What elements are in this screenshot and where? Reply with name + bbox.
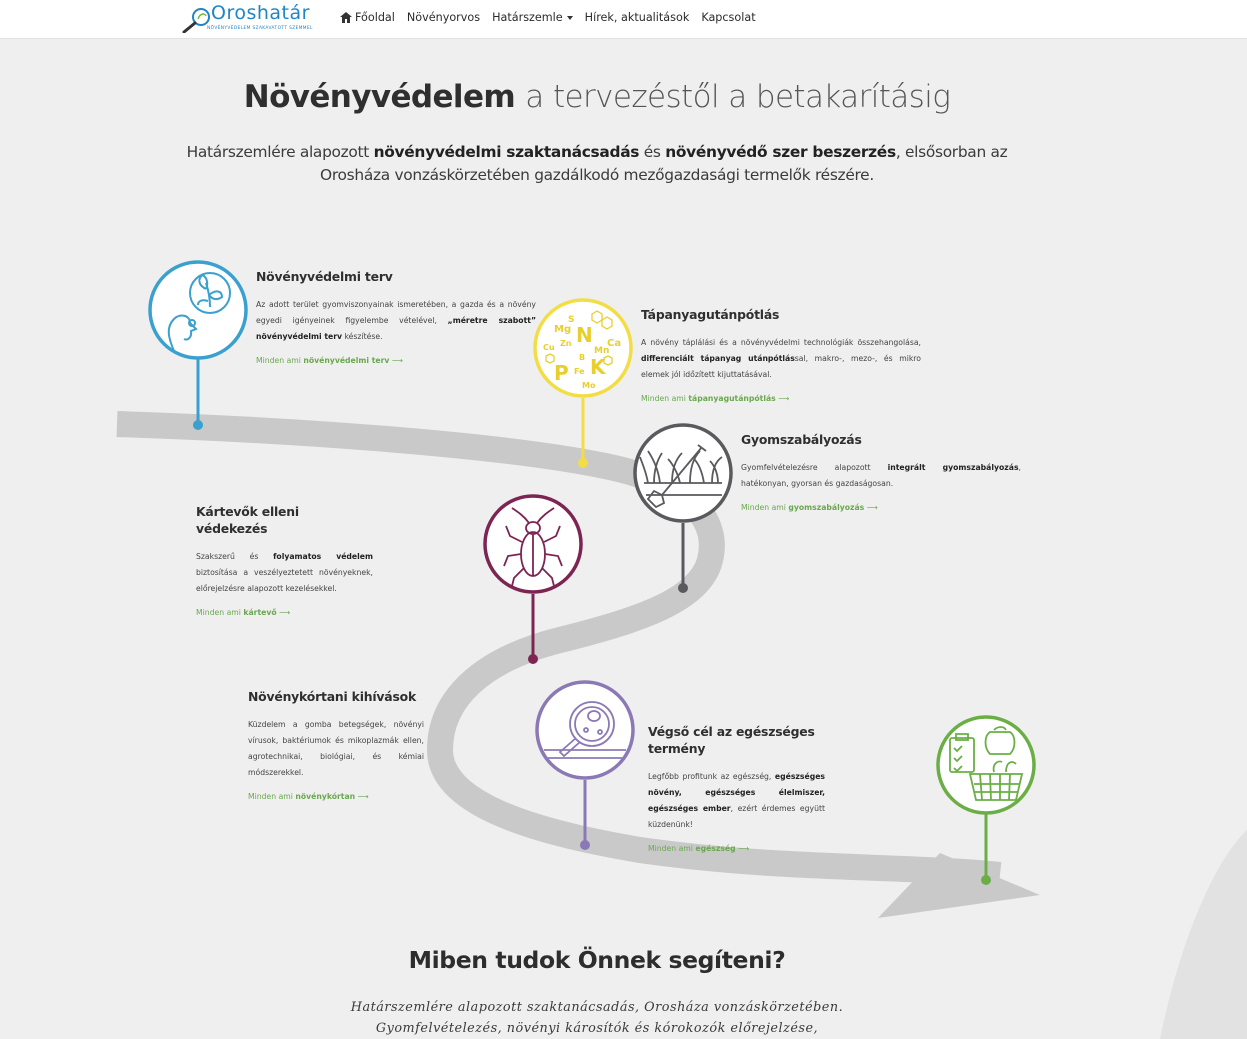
nutrient-zn: Zn: [560, 339, 572, 348]
hero-lead: [182, 141, 1012, 187]
pin-nutrients: [532, 298, 636, 470]
service-title: Növényvédelmi terv: [256, 269, 393, 284]
arrow-right-icon: ⟶: [391, 356, 403, 365]
text-part: Szakszerű: [196, 552, 235, 561]
home-icon: [340, 12, 352, 23]
service-title: Növénykórtani kihívások: [248, 689, 416, 704]
service-link[interactable]: [256, 356, 536, 365]
text-bold: differenciált tápanyag utánpótlás: [641, 354, 795, 363]
lead-bold: növényvédő szer beszerzés: [665, 143, 896, 161]
service-text: [248, 717, 424, 781]
service-plant-pathology: [248, 688, 424, 801]
text-part: Legfőbb profitunk az egészség,: [648, 772, 775, 781]
service-plant-protection-plan: [256, 268, 536, 365]
pin-plant-pathology: [534, 680, 638, 852]
text-bold: „méretre szabott” növényvédelmi terv: [256, 316, 536, 341]
service-pest-control: [196, 503, 373, 617]
logo-text: Oroshatár: [211, 2, 310, 24]
arrow-right-icon: ⟶: [738, 844, 750, 853]
text-part: Az adott terület gyomviszonyainak ismeretében, a gazda és a növény egyedi igényeinek figyelembe vételével,: [256, 300, 536, 325]
hero-title-bold: Növényvédelem: [243, 79, 516, 115]
nutrient-mg: Mg: [554, 324, 572, 335]
text-part: A növény táplálási és a növényvédelmi technológiák összehangolása,: [641, 338, 921, 347]
nav-item-home[interactable]: [340, 11, 395, 24]
pin-pest-control: [482, 494, 586, 666]
arrow-right-icon: ⟶: [279, 608, 291, 617]
nav-item-plant-doctor[interactable]: Növényorvos: [406, 11, 481, 24]
arrow-right-icon: ⟶: [866, 503, 878, 512]
text-part: és: [234, 552, 274, 561]
service-nutrients: [641, 306, 921, 403]
text-part: , ezért érdemes együtt küzdenünk!: [648, 804, 825, 829]
nutrient-n: N: [576, 323, 593, 347]
service-text: [196, 549, 373, 597]
logo-subtitle: NÖVÉNYVÉDELEM SZAKAVATOTT SZEMMEL: [207, 26, 313, 31]
service-healthy-crop: [648, 723, 825, 853]
service-text: [641, 335, 921, 383]
service-link[interactable]: [248, 792, 424, 801]
link-prefix: Minden ami: [196, 608, 244, 617]
link-bold: tápanyagutánpótlás: [688, 394, 776, 403]
nutrient-fe: Fe: [574, 367, 585, 376]
nutrient-p: P: [554, 361, 569, 385]
link-bold: kártevő: [243, 608, 277, 617]
nav-item-field-survey-label: Határszemle: [492, 11, 563, 24]
service-text: [741, 460, 1021, 492]
service-link[interactable]: [641, 394, 921, 403]
hero-title: [0, 79, 1194, 115]
service-title: Végső cél az egészséges termény: [648, 724, 815, 756]
nutrient-s: S: [568, 315, 575, 325]
service-link[interactable]: [648, 844, 825, 853]
nav-item-contact[interactable]: Kapcsolat: [701, 11, 756, 24]
link-bold: növényvédelmi terv: [303, 356, 390, 365]
nav-item-home-label: Főoldal: [355, 11, 395, 24]
pin-healthy-crop: [934, 714, 1038, 886]
nutrient-mn: Mn: [594, 346, 610, 356]
lead-part: Határszemlére alapozott: [186, 143, 374, 161]
link-bold: egészség: [695, 844, 736, 853]
lead-part: , elsősorban az Orosháza vonzáskörzetében gazdálkodó mezőgazdasági termelők részére.: [320, 143, 1008, 184]
service-title: Gyomszabályozás: [741, 432, 862, 447]
service-link[interactable]: [741, 503, 1021, 512]
nutrient-ca: Ca: [607, 338, 622, 349]
section-intro-line: Gyomfelvételezés, növényi károsítók és kórokozók előrejelzése,: [375, 1021, 819, 1036]
nutrient-k: K: [590, 355, 606, 379]
text-part: sal, makro-, mezo-, és mikro elemek jól időzített kijuttatásával.: [641, 354, 921, 379]
nutrient-b: B: [579, 353, 586, 362]
hero-title-light: a tervezéstől a betakarításig: [525, 79, 951, 115]
link-prefix: Minden ami: [248, 792, 296, 801]
link-bold: növénykórtan: [295, 792, 356, 801]
text-part: Küzdelem a gomba betegségek, növényi vírusok, baktériumok és mikoplazmák ellen, agrotechnikai, biológiai, és kémiai módszerekkel.: [248, 720, 424, 777]
lead-part: és: [639, 143, 666, 161]
link-bold: gyomszabályozás: [788, 503, 865, 512]
service-title: Kártevők elleni védekezés: [196, 504, 299, 536]
link-prefix: Minden ami: [648, 844, 696, 853]
text-bold: integrált gyomszabályozás: [887, 463, 1019, 472]
link-prefix: Minden ami: [256, 356, 304, 365]
text-bold: folyamatos védelem: [273, 552, 374, 561]
top-navbar: [0, 0, 1247, 39]
service-text: [648, 769, 825, 833]
service-weed-control: [741, 431, 1021, 512]
nav-item-field-survey[interactable]: [492, 11, 573, 24]
pin-weed-control: [632, 423, 736, 595]
lead-bold: növényvédelmi szaktanácsadás: [373, 143, 640, 161]
dropdown-caret-icon: [567, 16, 573, 20]
text-part: Gyomfelvételezésre alapozott: [741, 463, 888, 472]
text-part: , hatékonyan, gyorsan és gazdaságosan.: [741, 463, 1021, 488]
main-menu: [340, 11, 768, 24]
pin-plant-protection-plan: [146, 259, 250, 431]
nutrient-cu: Cu: [543, 343, 555, 352]
text-part: biztosítása a veszélyeztetett növényeknek, előrejelzésre alapozott kezelésekkel.: [196, 568, 373, 593]
section-intro-line: Határszemlére alapozott szaktanácsadás, Orosháza vonzáskörzetében.: [350, 1000, 844, 1015]
link-prefix: Minden ami: [641, 394, 689, 403]
section-title-how-can-i-help: Miben tudok Önnek segíteni?: [408, 946, 786, 974]
text-part: készítése.: [342, 332, 383, 341]
service-title: Tápanyagutánpótlás: [641, 307, 780, 322]
arrow-right-icon: ⟶: [357, 792, 369, 801]
service-link[interactable]: [196, 608, 373, 617]
service-text: [256, 297, 536, 345]
site-logo[interactable]: [181, 2, 313, 35]
nutrient-mo: Mo: [582, 381, 596, 390]
link-prefix: Minden ami: [741, 503, 789, 512]
section-intro: [0, 997, 1194, 1039]
nav-item-news[interactable]: Hírek, aktualitások: [584, 11, 690, 24]
arrow-right-icon: ⟶: [778, 394, 790, 403]
text-bold: egészséges növény, egészséges élelmiszer, egészséges ember: [648, 772, 825, 813]
